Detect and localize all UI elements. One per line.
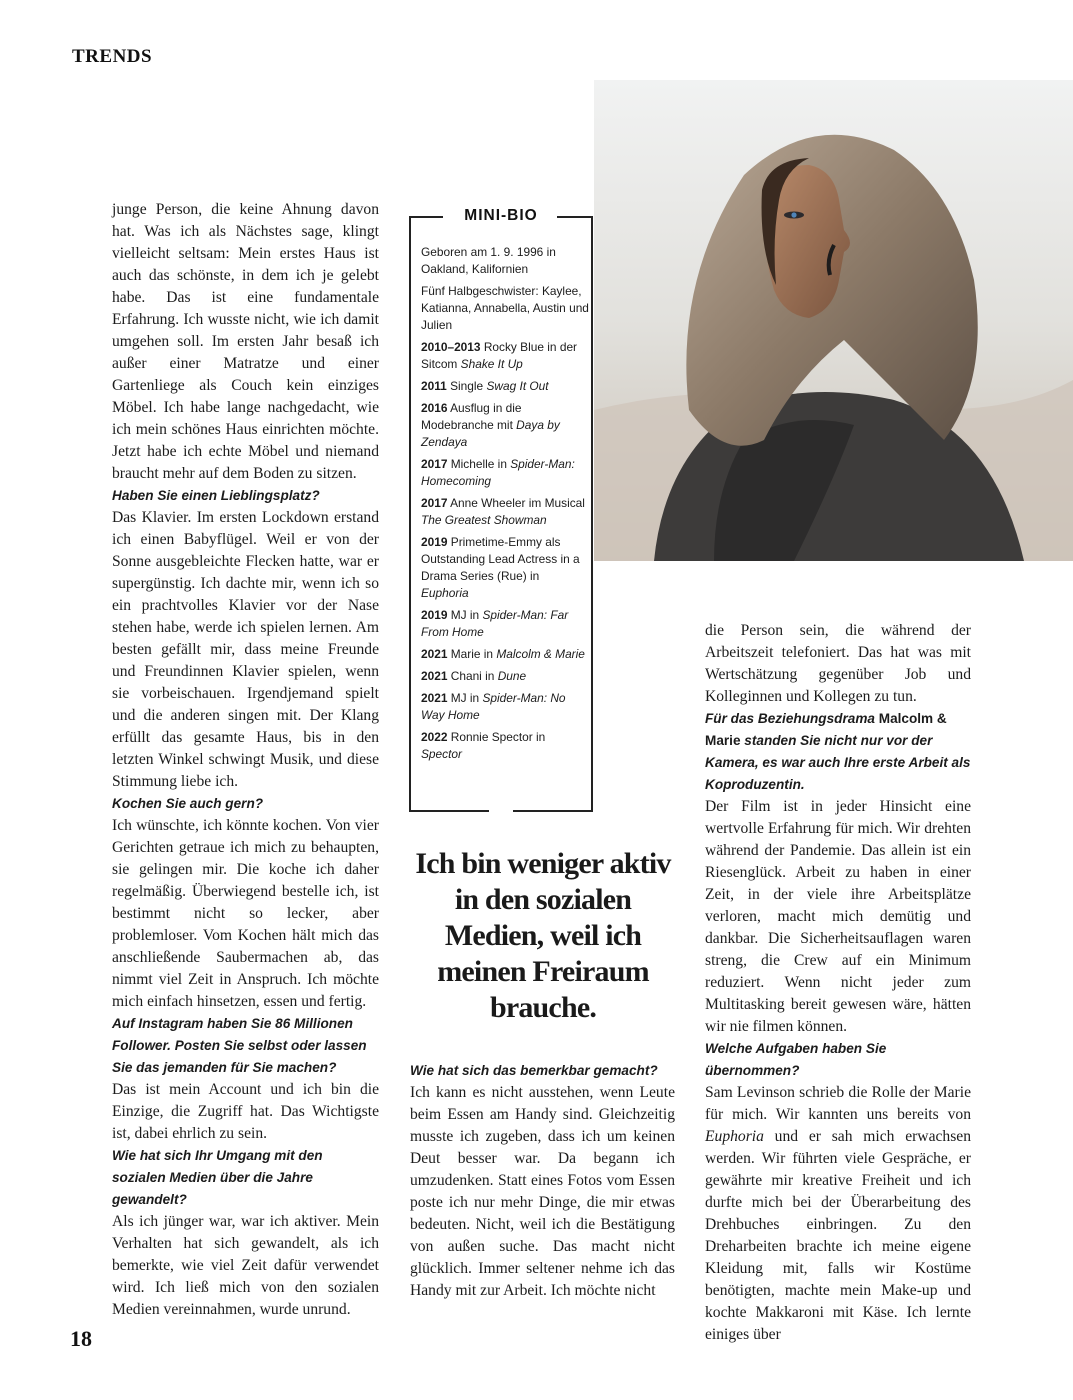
- bio-year: 2019: [421, 608, 448, 622]
- bio-text: Single: [446, 379, 487, 393]
- bio-text: Anne Wheeler im Musical: [447, 496, 585, 510]
- paragraph: Als ich jünger war, war ich aktiver. Mein Verhalten hat sich gewandelt, als ich bemerkte, wie viel Zeit dafür verwendet wird. Ich ließ mich von den sozialen Medien vereinnahmen, wurde unrund.: [112, 1213, 379, 1318]
- interview-question: Welche Aufgaben haben Sie übernommen?: [705, 1041, 887, 1078]
- bio-text: Primetime-Emmy als Outstanding Lead Actress in a Drama Series (Rue) in: [421, 535, 580, 583]
- section-label: TRENDS: [72, 46, 153, 67]
- bio-entry: [421, 378, 589, 395]
- bio-text: MJ in: [447, 691, 483, 705]
- page-number: 18: [70, 1326, 92, 1351]
- bio-entry: [421, 456, 589, 490]
- bio-year: 2021: [421, 669, 448, 683]
- bio-year: 2017: [421, 496, 448, 510]
- bio-year: 2022: [421, 730, 448, 744]
- bio-entry: [421, 646, 589, 663]
- paragraph: Sam Levinson schrieb die Rolle der Marie für mich. Wir kannten uns bereits von Euphoria und er sah mich erwachsen werden. Wir führten viele Gespräche, er gewährte mir kreative Freiheit und ich durfte mich bei der Überarbeitung des Drehbuches einbringen. Zu den Dreharbeiten brachte ich meine eigene Kleidung mit, falls wir Kostüme benötigten, machte mein Make-up und kochte Makkaroni mit Käse. Ich lernte einiges über: [705, 1084, 971, 1343]
- bio-year: 2010–2013: [421, 340, 481, 354]
- bio-title-italic: Daya by Zendaya: [421, 418, 560, 449]
- bio-text: Geboren am 1. 9. 1996 in Oakland, Kalifornien: [421, 245, 556, 276]
- bio-entry: [421, 339, 589, 373]
- bio-entry: [421, 729, 589, 763]
- bio-entry: [421, 534, 589, 602]
- bio-year: 2017: [421, 457, 448, 471]
- paragraph: Das Klavier. Im ersten Lockdown erstand ich einen Babyflügel. Weil er von der Sonne ausgebleichte Flecken hatte, war er supergünstig. Ich dachte mir, wenn ich so ein prachtvolles Klavier vor der Nase stehen habe, werde ich spielen lernen. Am besten gefällt mir, dass meine Freunde und Freundinnen Klavier spielen, wenn sie vorbeischauen. Irgendjemand spielt und die anderen singen mit. Der Klang erfüllt das gesamte Haus, bis in den letzten Winkel schwingt Musik, und diese Stimmung liebe ich.: [112, 509, 379, 790]
- bio-entry: [421, 400, 589, 451]
- interview-question: Wie hat sich Ihr Umgang mit den sozialen Medien über die Jahre gewandelt?: [112, 1148, 323, 1207]
- paragraph: Das ist mein Account und ich bin die Einzige, die Zugriff hat. Das Wichtigste ist, dabei ehrlich zu sein.: [112, 1081, 379, 1142]
- bio-text: MJ in: [447, 608, 483, 622]
- bio-entry: [421, 668, 589, 685]
- article-column-2: [410, 1060, 675, 1302]
- article-column-1: [112, 199, 379, 1321]
- paragraph: Ich wünschte, ich könnte kochen. Von vier Gerichten getraue ich mich zu behaupten, sie gelingen mir. Die koche ich daher regelmäßig. Überwiegend bestelle ich, ist bestimmt nicht so lecker, aber problemloser. Vom Kochen hält mich das anschließende Saubermachen ab, das nimmt viel Zeit in Anspruch. Ich möchte mich einfach hinsetzen, essen und fertig.: [112, 817, 379, 1010]
- bio-entry: [421, 244, 589, 278]
- bio-text: Michelle in: [447, 457, 511, 471]
- mini-bio-list: [421, 244, 589, 768]
- film-title: Malcolm & Marie: [705, 711, 947, 748]
- bio-title-italic: Shake It Up: [460, 357, 523, 371]
- bio-text: Ausflug in die Modebranche mit: [421, 401, 522, 432]
- bio-title-italic: Spider-Man: No Way Home: [421, 691, 566, 722]
- bio-title-italic: Spider-Man: Homecoming: [421, 457, 575, 488]
- bio-year: 2016: [421, 401, 448, 415]
- interview-question: Auf Instagram haben Sie 86 Millionen Follower. Posten Sie selbst oder lassen Sie das jemanden für Sie machen?: [112, 1016, 367, 1075]
- interview-question: Für das Beziehungsdrama Malcolm & Marie standen Sie nicht nur vor der Kamera, es war auch Ihre erste Arbeit als Koproduzentin.: [705, 711, 971, 792]
- hero-photo: [594, 80, 1073, 561]
- film-title: Euphoria: [705, 1128, 764, 1145]
- bio-title-italic: Spider-Man: Far From Home: [421, 608, 569, 639]
- bio-year: 2019: [421, 535, 448, 549]
- bio-text: Fünf Halbgeschwister: Kaylee, Katianna, Annabella, Austin und Julien: [421, 284, 589, 332]
- mini-bio-box: [409, 207, 593, 812]
- pull-quote: Ich bin weniger aktiv in den sozialen Medien, weil ich meinen Freiraum brauche.: [415, 847, 671, 1024]
- bio-text: Marie in: [447, 647, 497, 661]
- bio-text: Ronnie Spector in: [447, 730, 546, 744]
- bio-text: Chani in: [447, 669, 498, 683]
- bio-year: 2021: [421, 691, 448, 705]
- bio-entry: [421, 283, 589, 334]
- paragraph: die Person sein, die während der Arbeitszeit telefoniert. Das hat was mit Wertschätzung gegenüber Job und Kolleginnen und Kollegen zu tun.: [705, 622, 971, 705]
- bio-title-italic: The Greatest Showman: [421, 513, 547, 527]
- paragraph: Ich kann es nicht ausstehen, wenn Leute beim Essen am Handy sind. Gleichzeitig musste ich zugeben, dass ich um keinen Deut besser war. Da begann ich umzudenken. Statt eines Fotos vom Essen poste ich nur mehr Dinge, die mir etwas bedeuten. Nicht, weil ich die Bestätigung von außen suche. Das macht nicht glücklich. Immer seltener nehme ich das Handy mit zur Arbeit. Ich möchte nicht: [410, 1084, 675, 1299]
- bio-entry: [421, 607, 589, 641]
- bio-entry: [421, 690, 589, 724]
- bio-entry: [421, 495, 589, 529]
- paragraph: junge Person, die keine Ahnung davon hat. Was ich als Nächstes sage, klingt vielleicht seltsam: Mein erstes Haus ist auch das schönste, in dem ich je gelebt habe. Das ist eine fundamentale Erfahrung. Ich wusste nicht, wie ich damit umgehen soll. Im ersten Jahr besaß ich außer einer Matratze und einer Gartenliege als Couch kein einziges Möbel. Ich habe lange nachgedacht, wie ich mein schönes Haus einrichten möchte. Jetzt habe ich echte Möbel und niemand braucht mehr auf dem Boden zu sitzen.: [112, 201, 379, 482]
- paragraph: Der Film ist in jeder Hinsicht eine wertvolle Erfahrung für mich. Wir drehten während der Pandemie. Das allein ist ein Riesenglück. Arbeit zu haben in einer Zeit, in der viele ihre Arbeitsplätze verloren, macht mich demütig und dankbar. Die Sicherheitsauflagen waren streng, die Crew auf ein Minimum reduziert. Wenn nicht jeder zum Multitasking bereit gewesen wäre, hätten wir nie filmen können.: [705, 798, 971, 1035]
- interview-question: Wie hat sich das bemerkbar gemacht?: [410, 1063, 658, 1078]
- interview-question: Kochen Sie auch gern?: [112, 796, 264, 811]
- bio-title-italic: Swag It Out: [486, 379, 549, 393]
- interview-question: Haben Sie einen Lieblingsplatz?: [112, 488, 320, 503]
- bio-title-italic: Euphoria: [421, 586, 469, 600]
- bio-year: 2021: [421, 647, 448, 661]
- mini-bio-title: MINI-BIO: [464, 207, 538, 224]
- bio-text: Rocky Blue in der Sitcom: [421, 340, 578, 371]
- bio-title-italic: Dune: [497, 669, 527, 683]
- bio-title-italic: Malcolm & Marie: [496, 647, 585, 661]
- bio-title-italic: Spector: [421, 747, 462, 761]
- article-column-3: [705, 620, 971, 1346]
- bio-year: 2011: [421, 379, 447, 393]
